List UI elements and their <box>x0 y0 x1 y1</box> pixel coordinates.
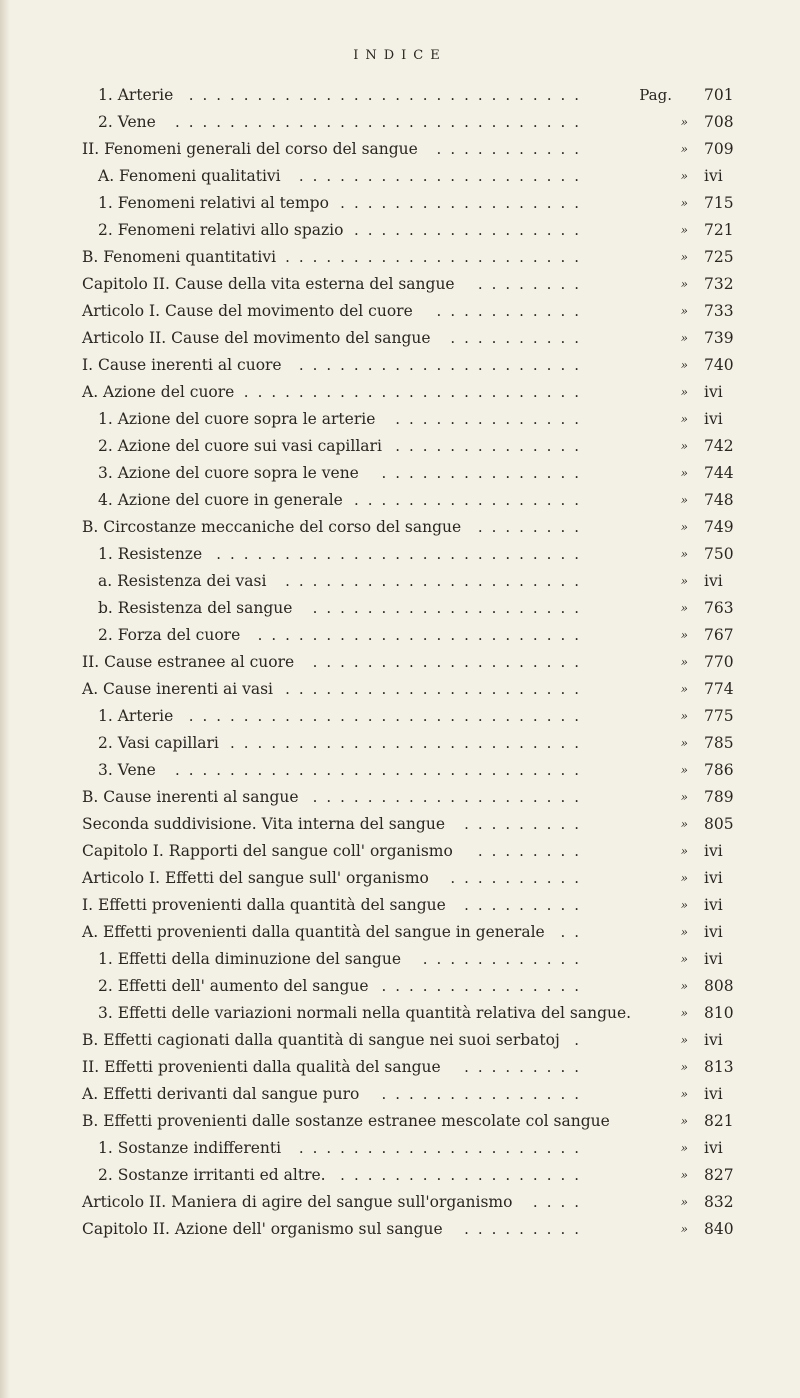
toc-entry-title: Articolo II. Maniera di agire del sangue sull'organismo <box>82 1193 513 1211</box>
toc-entry <box>72 433 778 460</box>
dot-leader: .............................. <box>174 113 588 131</box>
page-number: ivi <box>704 869 723 887</box>
toc-entry-title: 1. Resistenze <box>98 545 203 563</box>
ditto-mark: » <box>680 1114 688 1128</box>
page-number: 832 <box>704 1193 734 1211</box>
ditto-mark: » <box>680 1060 688 1074</box>
page-number: 789 <box>704 788 734 806</box>
page-number: 740 <box>704 356 734 374</box>
ditto-mark: » <box>680 898 688 912</box>
ditto-mark: » <box>680 466 688 480</box>
dot-leader: ......... <box>464 896 588 914</box>
ditto-mark: » <box>680 250 688 264</box>
page-header: INDICE <box>353 48 447 63</box>
ditto-mark: » <box>680 1033 688 1047</box>
toc-entry-title: B. Cause inerenti al sangue <box>82 788 299 806</box>
page-number: 733 <box>704 302 734 320</box>
toc-entry-title: Articolo I. Effetti del sangue sull' organismo <box>82 869 429 887</box>
dot-leader: .............. <box>395 437 588 455</box>
page-label: Pag. <box>639 86 672 104</box>
toc-entry <box>72 1000 778 1027</box>
toc-entry-title: B. Effetti cagionati dalla quantità di sangue nei suoi serbatoj <box>82 1031 560 1049</box>
toc-entry <box>72 568 778 595</box>
ditto-mark: » <box>680 277 688 291</box>
dot-leader: ............... <box>381 1085 588 1103</box>
ditto-mark: » <box>680 547 688 561</box>
dot-leader: .................. <box>340 1166 588 1184</box>
toc-entry-title: 1. Arterie <box>98 707 174 725</box>
ditto-mark: » <box>680 979 688 993</box>
page-number: 770 <box>704 653 734 671</box>
dot-leader: ......... <box>464 815 588 833</box>
dot-leader: .......................... <box>230 734 588 752</box>
page-number: 701 <box>704 86 734 104</box>
toc-entry <box>72 136 778 163</box>
ditto-mark: » <box>680 520 688 534</box>
ditto-mark: » <box>680 1222 688 1236</box>
toc-entry <box>72 892 778 919</box>
dot-leader: ........... <box>436 302 588 320</box>
page-number: ivi <box>704 950 723 968</box>
dot-leader: .................... <box>312 788 588 806</box>
page-number: ivi <box>704 923 723 941</box>
toc-entry-title: Capitolo II. Cause della vita esterna del sangue <box>82 275 455 293</box>
toc-entry-title: B. Circostanze meccaniche del corso del sangue <box>82 518 462 536</box>
dot-leader: .... <box>532 1193 588 1211</box>
page-edge <box>0 0 10 1398</box>
page-number: ivi <box>704 896 723 914</box>
toc-entry-title: 1. Fenomeni relativi al tempo <box>98 194 329 212</box>
ditto-mark: » <box>680 682 688 696</box>
toc-entry <box>72 541 778 568</box>
ditto-mark: » <box>680 628 688 642</box>
toc-entry <box>72 379 778 406</box>
ditto-mark: » <box>680 1087 688 1101</box>
toc-entry-title: 2. Sostanze irritanti ed altre. <box>98 1166 326 1184</box>
dot-leader: ........ <box>477 275 588 293</box>
dot-leader: .................... <box>312 653 588 671</box>
page-number: ivi <box>704 167 723 185</box>
ditto-mark: » <box>680 385 688 399</box>
page-number: 840 <box>704 1220 734 1238</box>
toc-entry <box>72 811 778 838</box>
page-number: 708 <box>704 113 734 131</box>
ditto-mark: » <box>680 601 688 615</box>
ditto-mark: » <box>680 358 688 372</box>
page-number: 808 <box>704 977 734 995</box>
toc-entry <box>72 487 778 514</box>
toc-entry-title: A. Effetti provenienti dalla quantità del sangue in generale <box>82 923 545 941</box>
dot-leader: ......................... <box>243 383 588 401</box>
toc-entry-title: Articolo I. Cause del movimento del cuore <box>82 302 413 320</box>
ditto-mark: » <box>680 1195 688 1209</box>
toc-entry-title: A. Azione del cuore <box>82 383 235 401</box>
toc-entry-title: A. Effetti derivanti dal sangue puro <box>82 1085 360 1103</box>
page-number: ivi <box>704 842 723 860</box>
dot-leader: ........ <box>477 518 588 536</box>
dot-leader: ..................... <box>298 167 588 185</box>
toc-entry-title: Capitolo I. Rapporti del sangue coll' organismo <box>82 842 453 860</box>
toc-entry-title: 1. Arterie <box>98 86 174 104</box>
toc-entry <box>72 1054 778 1081</box>
ditto-mark: » <box>680 952 688 966</box>
dot-leader: .................... <box>312 599 588 617</box>
dot-leader: ..................... <box>298 1139 588 1157</box>
dot-leader: .......... <box>450 869 588 887</box>
page-number: 750 <box>704 545 734 563</box>
ditto-mark: » <box>680 115 688 129</box>
toc-entry <box>72 1135 778 1162</box>
toc-entry-title: 1. Sostanze indifferenti <box>98 1139 282 1157</box>
page-number: 767 <box>704 626 734 644</box>
toc-entry-title: 2. Fenomeni relativi allo spazio <box>98 221 344 239</box>
ditto-mark: » <box>680 1006 688 1020</box>
ditto-mark: » <box>680 169 688 183</box>
page-number: ivi <box>704 572 723 590</box>
page-number: 715 <box>704 194 734 212</box>
ditto-mark: » <box>680 871 688 885</box>
ditto-mark: » <box>680 925 688 939</box>
page-number: 732 <box>704 275 734 293</box>
toc-entry <box>72 298 778 325</box>
toc-entry <box>72 82 778 109</box>
ditto-mark: » <box>680 763 688 777</box>
page-number: 821 <box>704 1112 734 1130</box>
dot-leader: ........................... <box>216 545 588 563</box>
toc-entry <box>72 514 778 541</box>
toc-entry <box>72 1081 778 1108</box>
toc-entry-title: 2. Azione del cuore sui vasi capillari <box>98 437 382 455</box>
toc-entry <box>72 190 778 217</box>
page-number: ivi <box>704 1139 723 1157</box>
toc-entry-title: 4. Azione del cuore in generale <box>98 491 343 509</box>
page-number: 763 <box>704 599 734 617</box>
ditto-mark: » <box>680 142 688 156</box>
toc-entry-title: II. Cause estranee al cuore <box>82 653 295 671</box>
toc-entry <box>72 460 778 487</box>
dot-leader: .................. <box>340 194 588 212</box>
dot-leader: ................. <box>353 221 588 239</box>
toc-entry <box>72 1162 778 1189</box>
dot-leader: ........ <box>477 842 588 860</box>
page-number: 805 <box>704 815 734 833</box>
toc-entry <box>72 1216 778 1243</box>
page-number: ivi <box>704 383 723 401</box>
toc-entry <box>72 406 778 433</box>
ditto-mark: » <box>680 1141 688 1155</box>
toc-entry-title: 1. Effetti della diminuzione del sangue <box>98 950 402 968</box>
toc-entry <box>72 973 778 1000</box>
toc-entry <box>72 325 778 352</box>
toc-entry-title: 3. Azione del cuore sopra le vene <box>98 464 359 482</box>
page-number: 725 <box>704 248 734 266</box>
toc-entry <box>72 1108 778 1135</box>
page-number: ivi <box>704 1085 723 1103</box>
dot-leader: . <box>574 1031 588 1049</box>
toc-entry <box>72 865 778 892</box>
ditto-mark: » <box>680 223 688 237</box>
toc-entry-title: 2. Vene <box>98 113 156 131</box>
toc-entry-title: a. Resistenza dei vasi <box>98 572 267 590</box>
toc-entry-title: II. Fenomeni generali del corso del sangue <box>82 140 418 158</box>
page-number: 827 <box>704 1166 734 1184</box>
toc-entry-title: 2. Forza del cuore <box>98 626 241 644</box>
ditto-mark: » <box>680 196 688 210</box>
toc-entry <box>72 352 778 379</box>
dot-leader: ........................ <box>257 626 588 644</box>
toc-entry <box>72 919 778 946</box>
toc-entry <box>72 649 778 676</box>
toc-entry <box>72 622 778 649</box>
page-number: 749 <box>704 518 734 536</box>
dot-leader: ............ <box>422 950 588 968</box>
toc-entry-title: A. Cause inerenti ai vasi <box>82 680 274 698</box>
page-number: 813 <box>704 1058 734 1076</box>
ditto-mark: » <box>680 655 688 669</box>
ditto-mark: » <box>680 736 688 750</box>
page-number: ivi <box>704 410 723 428</box>
toc-entry-title: Seconda suddivisione. Vita interna del sangue <box>82 815 445 833</box>
dot-leader: ...................... <box>285 572 588 590</box>
toc-entry <box>72 703 778 730</box>
toc-entry-title: 3. Effetti delle variazioni normali nella quantità relativa del sangue. <box>98 1004 632 1022</box>
ditto-mark: » <box>680 709 688 723</box>
dot-leader: .............................. <box>174 761 588 779</box>
page-number: 774 <box>704 680 734 698</box>
dot-leader: ...................... <box>285 680 588 698</box>
page-number: 786 <box>704 761 734 779</box>
toc-entry <box>72 838 778 865</box>
dot-leader: ......... <box>464 1220 588 1238</box>
page-number: 709 <box>704 140 734 158</box>
toc-entry-title: 3. Vene <box>98 761 156 779</box>
ditto-mark: » <box>680 817 688 831</box>
toc-entry <box>72 1027 778 1054</box>
toc-entry <box>72 595 778 622</box>
page-number: ivi <box>704 1031 723 1049</box>
toc-entry <box>72 217 778 244</box>
dot-leader: ...................... <box>285 248 588 266</box>
page-number: 785 <box>704 734 734 752</box>
toc-entry-title: B. Fenomeni quantitativi <box>82 248 277 266</box>
page-number: 739 <box>704 329 734 347</box>
toc-entry-title: 2. Vasi capillari <box>98 734 219 752</box>
toc-entry-title: B. Effetti provenienti dalle sostanze estranee mescolate col sangue <box>82 1112 610 1130</box>
toc-entry <box>72 109 778 136</box>
ditto-mark: » <box>680 844 688 858</box>
toc-entry-title: I. Cause inerenti al cuore <box>82 356 282 374</box>
ditto-mark: » <box>680 439 688 453</box>
page-number: 721 <box>704 221 734 239</box>
ditto-mark: » <box>680 493 688 507</box>
ditto-mark: » <box>680 304 688 318</box>
table-of-contents <box>72 82 778 1243</box>
dot-leader: ..................... <box>298 356 588 374</box>
toc-entry <box>72 1189 778 1216</box>
dot-leader: ............................. <box>188 707 588 725</box>
ditto-mark: » <box>680 790 688 804</box>
dot-leader: ........... <box>436 140 588 158</box>
dot-leader: ......... <box>464 1058 588 1076</box>
toc-entry <box>72 730 778 757</box>
ditto-mark: » <box>680 331 688 345</box>
dot-leader: .. <box>560 923 588 941</box>
dot-leader: .......... <box>450 329 588 347</box>
page-number: 810 <box>704 1004 734 1022</box>
dot-leader: ................. <box>353 491 588 509</box>
toc-entry <box>72 244 778 271</box>
page-number: 742 <box>704 437 734 455</box>
ditto-mark: » <box>680 1168 688 1182</box>
toc-entry <box>72 784 778 811</box>
dot-leader: ............................. <box>188 86 588 104</box>
toc-entry-title: 2. Effetti dell' aumento del sangue <box>98 977 369 995</box>
page-number: 744 <box>704 464 734 482</box>
toc-entry-title: A. Fenomeni qualitativi <box>98 167 281 185</box>
toc-entry-title: Capitolo II. Azione dell' organismo sul sangue <box>82 1220 443 1238</box>
toc-entry-title: II. Effetti provenienti dalla qualità del sangue <box>82 1058 441 1076</box>
toc-entry-title: I. Effetti provenienti dalla quantità del sangue <box>82 896 446 914</box>
page-number: 748 <box>704 491 734 509</box>
toc-entry-title: 1. Azione del cuore sopra le arterie <box>98 410 376 428</box>
toc-entry <box>72 676 778 703</box>
dot-leader: ............... <box>381 977 588 995</box>
toc-entry <box>72 163 778 190</box>
dot-leader: .............. <box>395 410 588 428</box>
toc-entry <box>72 946 778 973</box>
toc-entry-title: Articolo II. Cause del movimento del sangue <box>82 329 431 347</box>
page-number: 775 <box>704 707 734 725</box>
ditto-mark: » <box>680 412 688 426</box>
toc-entry <box>72 757 778 784</box>
toc-entry <box>72 271 778 298</box>
ditto-mark: » <box>680 574 688 588</box>
dot-leader: ............... <box>381 464 588 482</box>
toc-entry-title: b. Resistenza del sangue <box>98 599 293 617</box>
